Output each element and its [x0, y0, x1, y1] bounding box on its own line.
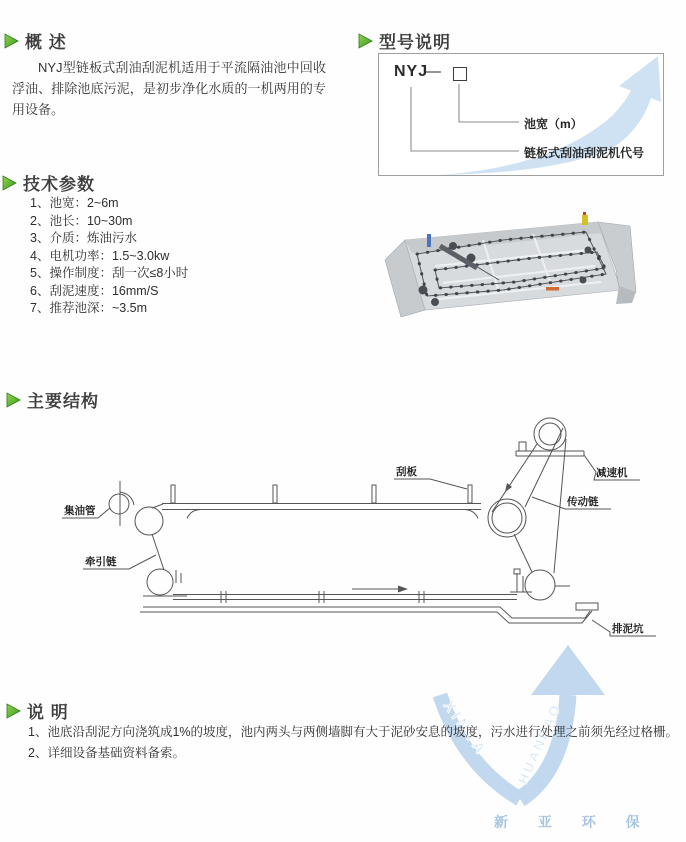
chain-arrow-icon [505, 483, 512, 492]
label-reducer: 减速机 [596, 467, 628, 479]
orange-marker [546, 287, 559, 291]
tech-param-item: 1、池宽：2~6m [30, 196, 119, 210]
bottom-run [173, 591, 517, 603]
label-scraper-plate: 刮板 [396, 466, 417, 478]
callout-scraper-plate [394, 479, 467, 489]
drive-sprocket-inner [492, 503, 522, 533]
section-title: 说 明 [27, 703, 69, 722]
section-model-heading [358, 28, 451, 53]
callout-line-code [411, 87, 519, 151]
model-dash: — [426, 63, 441, 80]
section-title: 主要结构 [27, 392, 99, 411]
section-overview-heading [4, 28, 67, 53]
green-arrow-icon [2, 175, 17, 191]
label-traction-chain: 牵引链 [85, 556, 117, 568]
blue-fixture [427, 234, 431, 247]
tech-param-item: 6、刮泥速度：16mm/S [30, 283, 159, 298]
drive-sprocket [488, 499, 526, 537]
chain-drive-to-lower [514, 534, 532, 572]
reducer-assembly [516, 418, 584, 456]
callout-line-width [459, 84, 519, 122]
section-title: 概 述 [25, 33, 67, 52]
note-item: 2、详细设备基础资料备索。 [28, 746, 185, 760]
left-sprocket [135, 507, 163, 535]
label-drive-chain: 传动链 [567, 496, 599, 508]
watermark-left-label: XINYA [439, 697, 491, 761]
tech-param-item: 3、介质：炼油污水 [30, 231, 137, 245]
section-notes-heading [6, 698, 69, 723]
left-chain [152, 534, 164, 570]
green-arrow-icon [358, 33, 373, 49]
section-tech-heading [2, 170, 95, 195]
note-item: 1、池底沿刮泥方向浇筑成1%的坡度，池内两头与两侧墙脚有大于泥砂安息的坡度，污水进行处理之前须先经过格栅。 [28, 725, 679, 739]
model-code: NYJ [394, 63, 429, 80]
model-label-pool-width: 池宽（m） [524, 117, 583, 131]
overview-paragraph: NYJ型链板式刮油刮泥机适用于平流隔油池中回收浮油、排除池底污泥，是初步净化水质的一机两用的专用设备。 [12, 60, 326, 117]
tech-param-list [30, 195, 188, 318]
section-title: 型号说明 [379, 33, 451, 52]
label-sludge-pit: 排泥坑 [612, 623, 644, 635]
section-structure-heading [6, 387, 99, 412]
product-photo [383, 210, 640, 320]
tech-param-item: 5、操作制度：刮一次≤8小时 [30, 266, 189, 280]
red-dot [583, 212, 586, 215]
green-arrow-icon [4, 33, 19, 49]
lower-left-sprocket [143, 569, 187, 596]
label-oil-pipe: 集油管 [64, 505, 96, 517]
structure-diagram [40, 415, 666, 665]
tech-param-item: 7、推荐池深：~3.5m [30, 301, 148, 315]
section-title: 技术参数 [23, 175, 95, 194]
watermark-right-label: HUANBAO [515, 701, 564, 787]
notes-list [28, 722, 683, 764]
green-arrow-icon [6, 703, 21, 719]
oil-pipe-symbol [109, 481, 134, 526]
tank-floor-line [140, 603, 598, 623]
lower-right-sprocket [510, 569, 570, 600]
tech-param-item: 4、电机功率：1.5~3.0kw [30, 248, 170, 263]
brand-text: 新 亚 环 保 [494, 814, 653, 830]
model-designation-box [378, 53, 664, 176]
flow-arrow-icon [352, 586, 408, 593]
yellow-fixture [582, 215, 588, 225]
flight-beam [162, 485, 481, 519]
model-placeholder-square [453, 67, 467, 81]
model-label-code-name: 链板式刮油刮泥机代号 [524, 146, 645, 160]
tech-param-item: 2、池长：10~30m [30, 213, 133, 228]
green-arrow-icon [6, 392, 21, 408]
